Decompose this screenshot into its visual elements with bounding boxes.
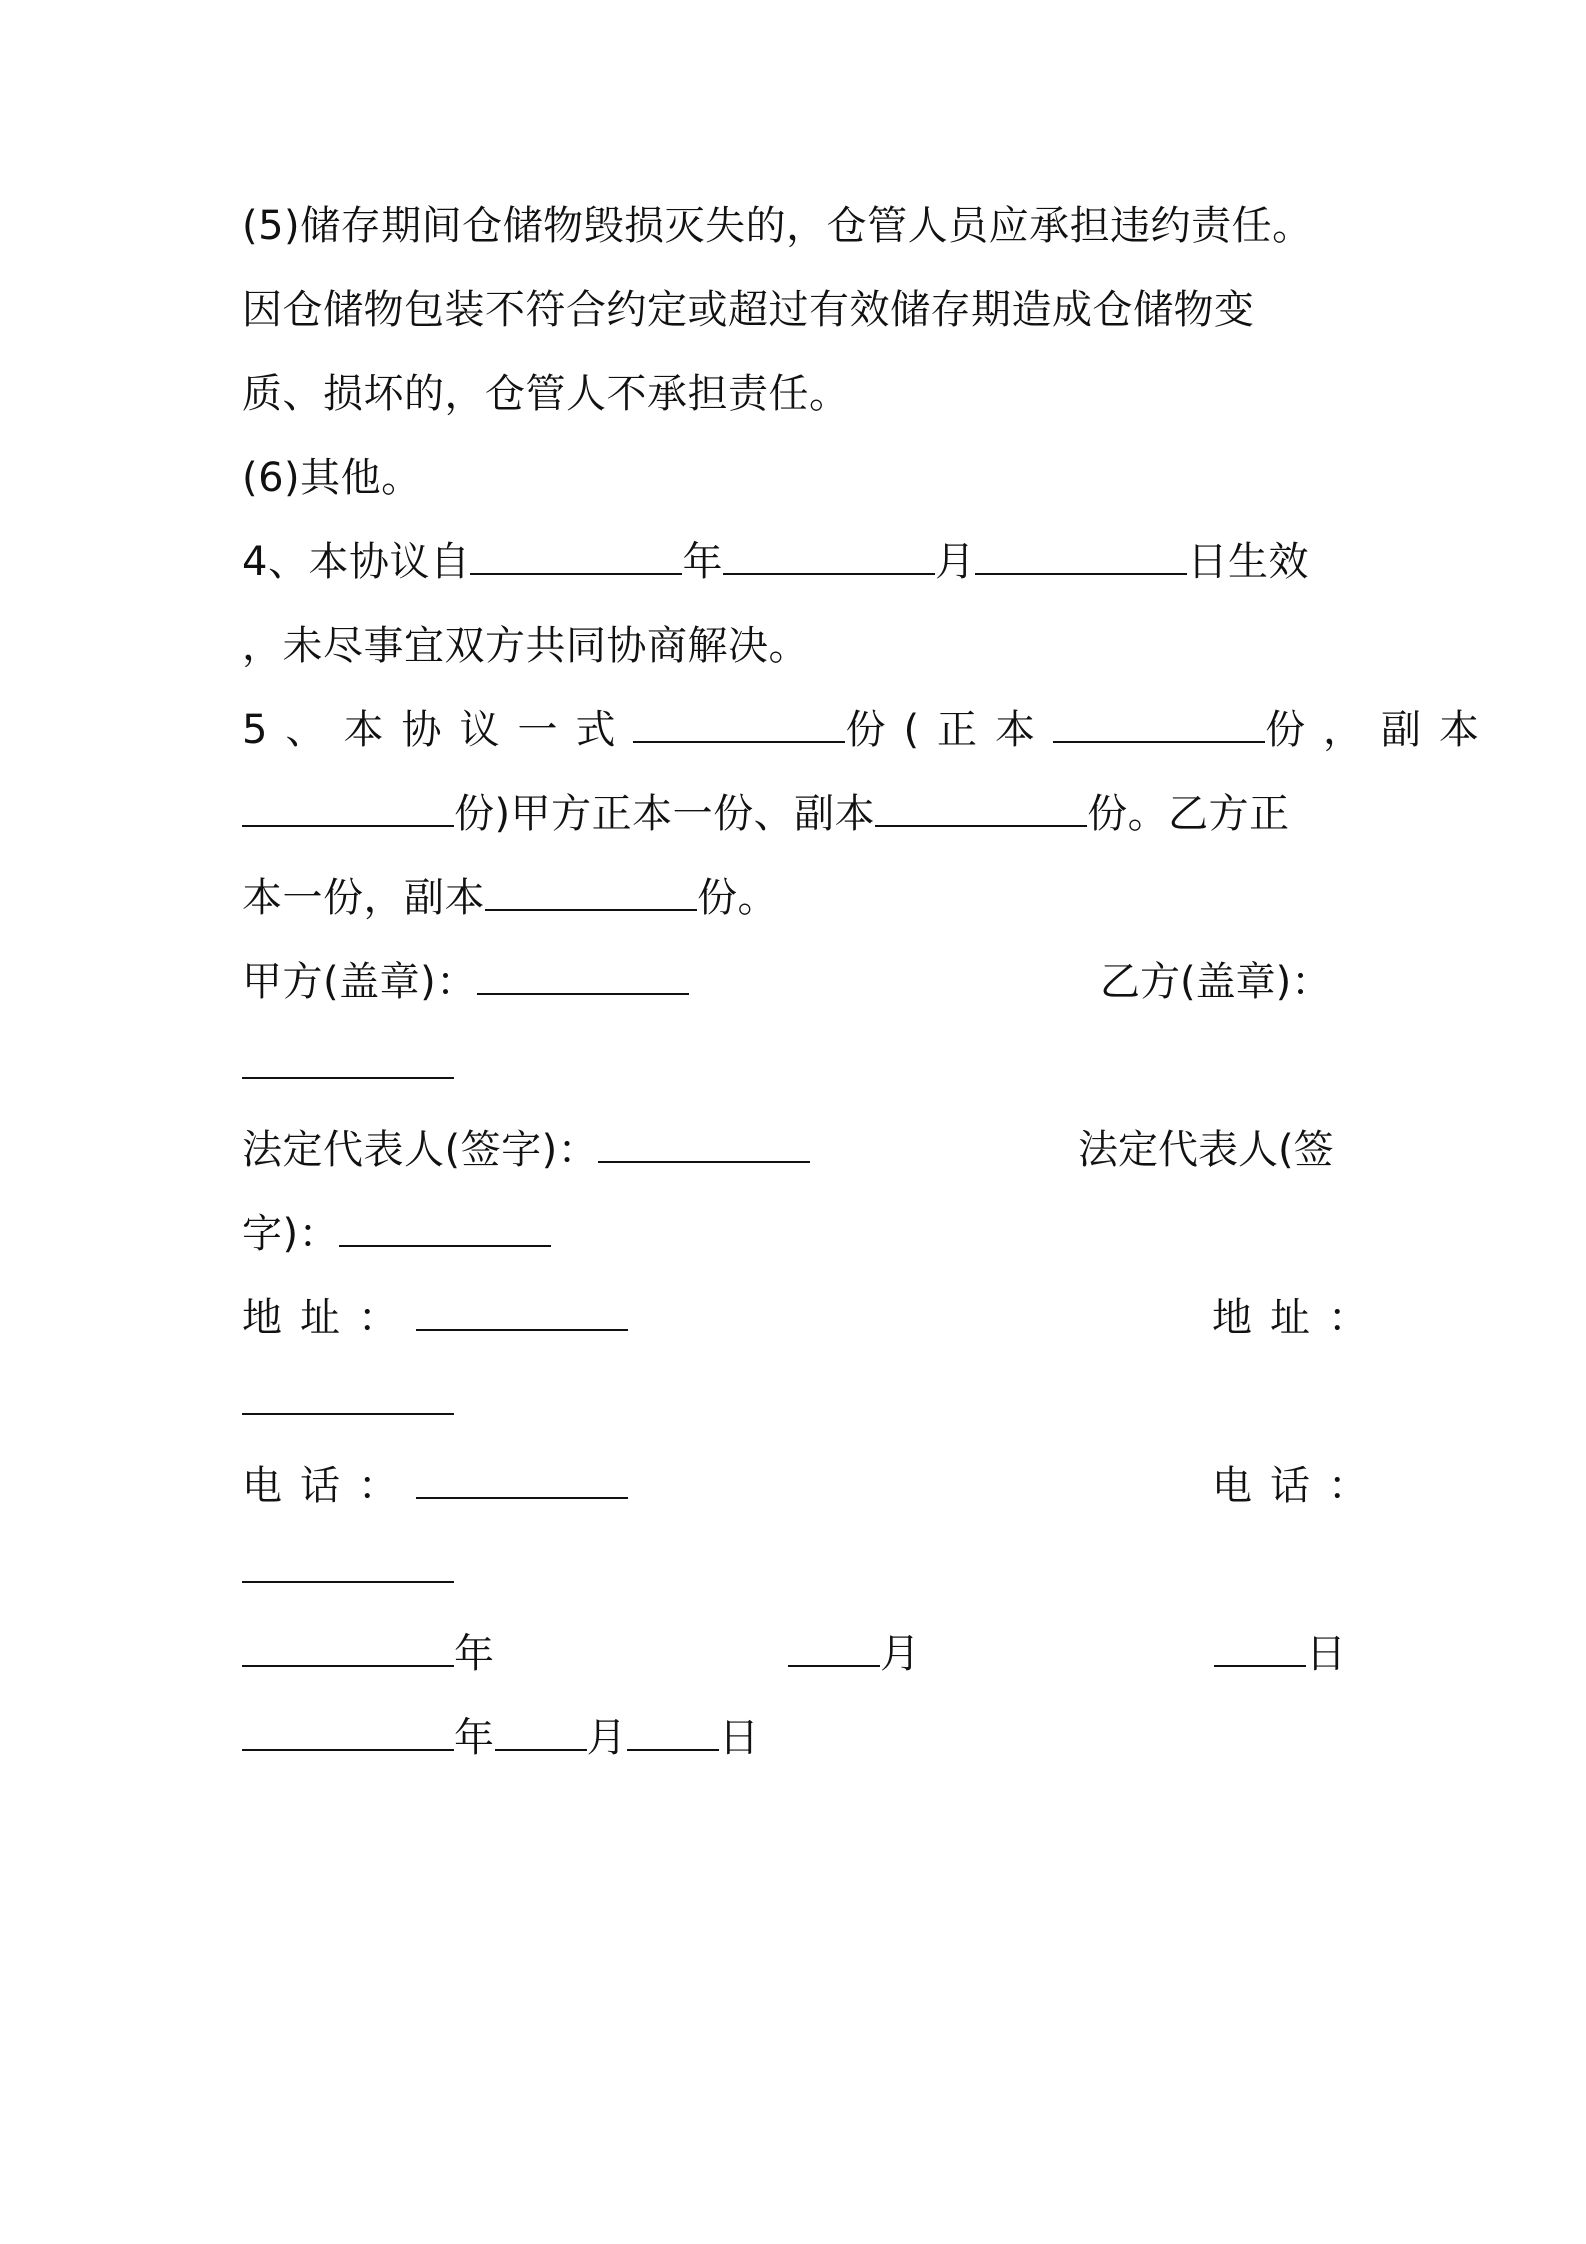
month-blank[interactable] bbox=[723, 537, 935, 575]
original-copies-blank[interactable] bbox=[1053, 705, 1265, 743]
clause4-line2: ，未尽事宜双方共同协商解决。 bbox=[242, 623, 809, 669]
clause4-line1 bbox=[242, 534, 1352, 590]
duplicate-copies-blank[interactable] bbox=[242, 789, 454, 827]
rep-b-label-line2: 字)： bbox=[242, 1211, 340, 1257]
clause4-year: 年 bbox=[682, 539, 723, 585]
date1-month: 月 bbox=[880, 1631, 920, 1677]
party-b-duplicate-blank[interactable] bbox=[485, 873, 697, 911]
clause5-line3 bbox=[242, 870, 1352, 926]
clause5-line3-end: 份。 bbox=[697, 875, 778, 921]
date1-day-blank[interactable] bbox=[1214, 1629, 1306, 1667]
party-b-seal-blank[interactable] bbox=[242, 1041, 454, 1079]
address-b-label: 地址： bbox=[1212, 1295, 1386, 1341]
date2-day: 日 bbox=[719, 1715, 760, 1761]
copies-blank[interactable] bbox=[633, 705, 845, 743]
clause5-prefix: 5、本协议一式 bbox=[242, 707, 634, 753]
phone-b-blank[interactable] bbox=[242, 1545, 454, 1583]
clause-item5-line2: 因仓储物包装不符合约定或超过有效储存期造成仓储物变 bbox=[242, 287, 1255, 333]
phone-b-row bbox=[242, 1542, 1352, 1598]
clause5-line2-end: 份。乙方正 bbox=[1087, 791, 1290, 837]
rep-b-blank[interactable] bbox=[339, 1209, 551, 1247]
clause5-line2 bbox=[242, 786, 1352, 842]
phone-a-label: 电话： bbox=[242, 1463, 416, 1509]
rep-a-blank[interactable] bbox=[598, 1125, 810, 1163]
date-row-2 bbox=[242, 1710, 1352, 1766]
party-b-seal-label: 乙方(盖章)： bbox=[1100, 959, 1332, 1005]
clause-item5-line1: (5)储存期间仓储物毁损灭失的，仓管人员应承担违约责任。 bbox=[242, 203, 1313, 249]
day-blank[interactable] bbox=[975, 537, 1187, 575]
date2-year: 年 bbox=[454, 1715, 495, 1761]
phone-a-blank[interactable] bbox=[416, 1461, 628, 1499]
date2-day-blank[interactable] bbox=[627, 1713, 719, 1751]
clause5-line1 bbox=[242, 702, 1498, 758]
address-a-blank[interactable] bbox=[416, 1293, 628, 1331]
date1-day-group bbox=[1214, 1626, 1346, 1682]
party-a-duplicate-blank[interactable] bbox=[875, 789, 1087, 827]
phone-a-row bbox=[242, 1458, 1352, 1514]
phone-b-label: 电话： bbox=[1212, 1463, 1386, 1509]
clause4-suffix: 日生效 bbox=[1187, 539, 1309, 585]
date2-year-blank[interactable] bbox=[242, 1713, 454, 1751]
date1-month-group bbox=[788, 1626, 920, 1682]
date1-year: 年 bbox=[454, 1631, 495, 1677]
clause4-prefix: 4、本协议自 bbox=[242, 539, 471, 585]
address-b-blank[interactable] bbox=[242, 1377, 454, 1415]
clause4-month: 月 bbox=[934, 539, 976, 585]
date1-day: 日 bbox=[1306, 1631, 1346, 1677]
clause-item5-line3: 质、损坏的，仓管人不承担责任。 bbox=[242, 371, 850, 417]
date1-month-blank[interactable] bbox=[788, 1629, 880, 1667]
rep-a-label: 法定代表人(签字)： bbox=[242, 1127, 599, 1173]
party-a-seal-label: 甲方(盖章)： bbox=[242, 959, 477, 1005]
date2-month: 月 bbox=[586, 1715, 627, 1761]
party-a-seal-blank[interactable] bbox=[477, 957, 689, 995]
clause-item6: (6)其他。 bbox=[242, 455, 422, 501]
party-b-seal-row bbox=[242, 1038, 1352, 1094]
rep-b-row bbox=[242, 1206, 1352, 1262]
clause5-line3-prefix: 本一份，副本 bbox=[242, 875, 485, 921]
date2-month-blank[interactable] bbox=[495, 1713, 587, 1751]
year-blank[interactable] bbox=[470, 537, 682, 575]
address-b-row bbox=[242, 1374, 1352, 1430]
date1-year-blank[interactable] bbox=[242, 1629, 454, 1667]
address-a-row bbox=[242, 1290, 1352, 1346]
clause5-line2-mid: 份)甲方正本一份、副本 bbox=[454, 791, 876, 837]
rep-b-label-line1: 法定代表人(签 bbox=[1078, 1127, 1334, 1173]
address-a-label: 地址： bbox=[242, 1295, 416, 1341]
clause5-copies: 份(正本 bbox=[845, 707, 1054, 753]
clause5-copies2: 份，副本 bbox=[1265, 707, 1498, 753]
